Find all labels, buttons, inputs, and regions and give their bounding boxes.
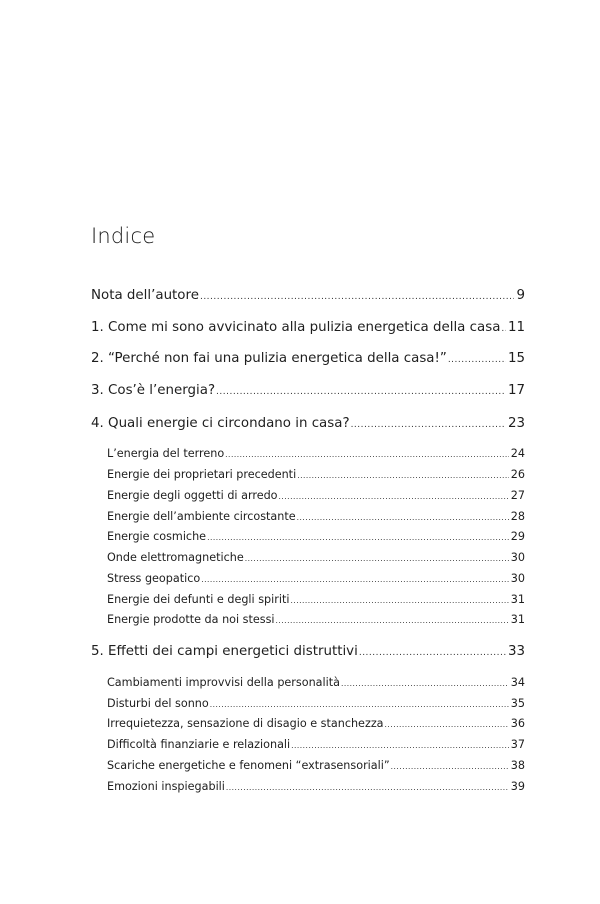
- toc-entry-page: 39: [510, 780, 525, 793]
- dot-leader: [226, 780, 509, 796]
- toc-entry-label: Energie prodotte da noi stessi: [107, 613, 275, 626]
- toc-subentry: [107, 779, 525, 795]
- toc-entry-page: 27: [510, 489, 525, 502]
- toc-entry-label: Irrequietezza, sensazione di disagio e stanchezza: [107, 717, 384, 730]
- toc-entry: [91, 643, 525, 661]
- toc-entry-label: Energie dell’ambiente circostante: [107, 510, 296, 523]
- dot-leader: [359, 644, 506, 662]
- dot-leader: [216, 383, 506, 401]
- toc-entry-page: 30: [510, 551, 525, 564]
- toc-subentry: [107, 696, 525, 712]
- toc-entry-page: 37: [510, 738, 525, 751]
- toc-entry-label: Nota dell’autore: [91, 288, 199, 303]
- dot-leader: [297, 468, 509, 484]
- toc-entry-label: 4. Quali energie ci circondano in casa?: [91, 416, 350, 431]
- toc-entry-label: 5. Effetti dei campi energetici distruttivi: [91, 644, 358, 659]
- toc-subentry: [107, 612, 525, 628]
- dot-leader: [351, 416, 506, 434]
- toc-entry-label: Energie cosmiche: [107, 530, 207, 543]
- dot-leader: [200, 288, 515, 306]
- toc-entry-label: Cambiamenti improvvisi della personalità: [107, 676, 340, 689]
- dot-leader: [501, 320, 506, 338]
- dot-leader: [276, 613, 509, 629]
- toc-subentry: [107, 488, 525, 504]
- toc-subentry: [107, 716, 525, 732]
- toc-entry-page: 28: [510, 510, 525, 523]
- dot-leader: [291, 738, 509, 754]
- toc-entry: [91, 287, 525, 305]
- toc-subentry: [107, 446, 525, 462]
- toc-subentry: [107, 737, 525, 753]
- toc-subentry: [107, 571, 525, 587]
- toc-entry-label: Energie degli oggetti di arredo: [107, 489, 278, 502]
- toc-entry-page: 33: [507, 644, 525, 659]
- toc-entry-label: Emozioni inspiegabili: [107, 780, 225, 793]
- dot-leader: [245, 551, 509, 567]
- toc-entry-label: Onde elettromagnetiche: [107, 551, 244, 564]
- toc-entry-label: Energie dei proprietari precedenti: [107, 468, 297, 481]
- toc-entry-page: 9: [516, 288, 525, 303]
- dot-leader: [448, 351, 506, 369]
- toc-entry: [91, 415, 525, 433]
- toc-entry-label: Stress geopatico: [107, 572, 201, 585]
- toc-entry: [91, 350, 525, 368]
- toc-subentry: [107, 550, 525, 566]
- toc-entry-page: 31: [510, 613, 525, 626]
- toc-entry-page: 36: [510, 717, 525, 730]
- dot-leader: [207, 530, 509, 546]
- dot-leader: [341, 676, 509, 692]
- toc-entry-page: 34: [510, 676, 525, 689]
- toc-subentry: [107, 592, 525, 608]
- dot-leader: [290, 593, 508, 609]
- dot-leader: [297, 510, 509, 526]
- toc-entry-page: 26: [510, 468, 525, 481]
- toc-entry-label: 3. Cos’è l’energia?: [91, 383, 216, 398]
- dot-leader: [210, 697, 509, 713]
- toc-entry: [91, 382, 525, 400]
- toc-entry-label: Energie dei defunti e degli spiriti: [107, 593, 290, 606]
- dot-leader: [225, 447, 509, 463]
- dot-leader: [279, 489, 509, 505]
- toc-entry-label: 1. Come mi sono avvicinato alla pulizia energetica della casa: [91, 320, 501, 335]
- toc-subentry: [107, 467, 525, 483]
- toc-entry: [91, 319, 525, 337]
- toc-entry-page: 29: [510, 530, 525, 543]
- dot-leader: [201, 572, 509, 588]
- toc-entry-page: 23: [507, 416, 525, 431]
- toc-subentry: [107, 529, 525, 545]
- page-title: Indice: [91, 224, 156, 248]
- toc-entry-page: 11: [507, 320, 525, 335]
- dot-leader: [385, 717, 509, 733]
- toc-entry-page: 38: [510, 759, 525, 772]
- toc-entry-page: 35: [510, 697, 525, 710]
- toc-subentry: [107, 675, 525, 691]
- toc-entry-label: L’energia del terreno: [107, 447, 225, 460]
- dot-leader: [391, 759, 509, 775]
- toc-entry-page: 17: [507, 383, 525, 398]
- toc-entry-label: Difficoltà finanziarie e relazionali: [107, 738, 291, 751]
- toc-entry-page: 31: [510, 593, 525, 606]
- toc-subentry: [107, 758, 525, 774]
- toc-entry-page: 30: [510, 572, 525, 585]
- toc-entry-label: Disturbi del sonno: [107, 697, 209, 710]
- toc-subentry: [107, 509, 525, 525]
- toc-entry-page: 24: [510, 447, 525, 460]
- toc-entry-label: Scariche energetiche e fenomeni “extrasensoriali”: [107, 759, 390, 772]
- toc-entry-label: 2. “Perché non fai una pulizia energetica della casa!”: [91, 351, 447, 366]
- toc-entry-page: 15: [507, 351, 525, 366]
